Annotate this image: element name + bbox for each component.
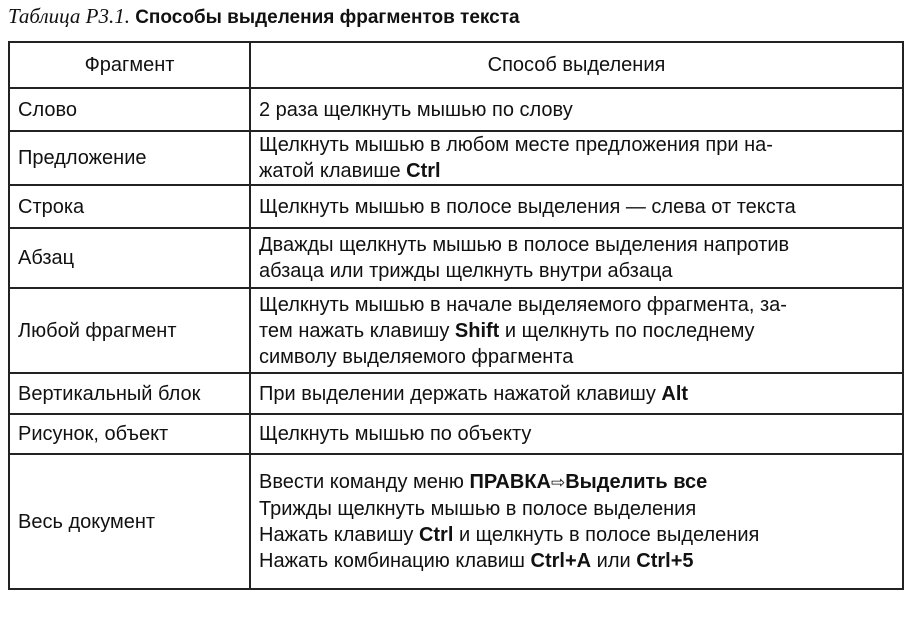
selection-methods-table bbox=[8, 41, 904, 590]
method-line bbox=[259, 548, 894, 574]
header-fragment: Фрагмент bbox=[9, 42, 250, 88]
fragment-cell: Вертикальный блок bbox=[9, 373, 250, 414]
key-or-command: Выделить все bbox=[565, 471, 708, 493]
table-row bbox=[9, 373, 903, 414]
method-line bbox=[259, 469, 894, 496]
method-line bbox=[259, 158, 894, 184]
method-cell bbox=[250, 185, 903, 228]
method-line bbox=[259, 381, 894, 407]
table-row bbox=[9, 88, 903, 131]
method-text: Щелкнуть мышью в любом месте предложения при на- bbox=[259, 134, 773, 156]
method-text: символу выделяемого фрагмента bbox=[259, 345, 574, 368]
method-cell bbox=[250, 228, 903, 288]
method-line bbox=[259, 522, 894, 548]
fragment-cell: Любой фрагмент bbox=[9, 288, 250, 373]
key-or-command: Ctrl+A bbox=[530, 550, 592, 572]
method-text: Ввести команду меню bbox=[259, 471, 470, 493]
method-text: Дважды щелкнуть мышью в полосе выделения напротив bbox=[259, 234, 790, 256]
method-text: Щелкнуть мышью по объекту bbox=[259, 423, 532, 445]
key-or-command: Alt bbox=[661, 382, 689, 405]
arrow-right-icon: ⇨ bbox=[550, 473, 566, 493]
fragment-cell: Весь документ bbox=[9, 454, 250, 589]
header-row bbox=[9, 42, 903, 88]
header-method: Способ выделения bbox=[250, 42, 903, 88]
table-row bbox=[9, 131, 903, 185]
method-text: и щелкнуть в полосе выделения bbox=[453, 524, 760, 546]
method-text: тем нажать клавишу bbox=[259, 319, 455, 342]
table-title: Способы выделения фрагментов текста bbox=[135, 7, 520, 28]
fragment-cell: Рисунок, объект bbox=[9, 414, 250, 454]
method-line bbox=[259, 496, 894, 522]
table-row bbox=[9, 454, 903, 589]
method-text: Нажать комбинацию клавиш bbox=[259, 550, 531, 572]
method-line bbox=[259, 318, 894, 344]
method-text: Щелкнуть мышью в начале выделяемого фрагмента, за- bbox=[259, 293, 787, 316]
table-row bbox=[9, 185, 903, 228]
fragment-cell: Строка bbox=[9, 185, 250, 228]
table-row bbox=[9, 414, 903, 454]
method-text: При выделении держать нажатой клавишу bbox=[259, 382, 662, 405]
method-text: жатой клавише bbox=[259, 160, 407, 182]
method-line bbox=[259, 194, 894, 220]
method-text: Трижды щелкнуть мышью в полосе выделения bbox=[259, 498, 697, 520]
method-line bbox=[259, 132, 894, 158]
fragment-cell: Абзац bbox=[9, 228, 250, 288]
key-or-command: Shift bbox=[454, 319, 500, 342]
method-line bbox=[259, 292, 894, 318]
method-line bbox=[259, 232, 894, 258]
table-row bbox=[9, 228, 903, 288]
fragment-cell: Слово bbox=[9, 88, 250, 131]
table-number: Таблица Р3.1. bbox=[8, 4, 130, 28]
method-line bbox=[259, 344, 894, 370]
table-row bbox=[9, 288, 903, 373]
key-or-command: ПРАВКА bbox=[469, 471, 551, 493]
key-or-command: Ctrl bbox=[418, 524, 454, 546]
method-text: абзаца или трижды щелкнуть внутри абзаца bbox=[259, 260, 673, 282]
method-line bbox=[259, 97, 894, 123]
method-cell bbox=[250, 454, 903, 589]
method-text: и щелкнуть по последнему bbox=[499, 319, 755, 342]
table-caption bbox=[8, 4, 520, 29]
method-line bbox=[259, 421, 894, 447]
method-line bbox=[259, 258, 894, 284]
method-cell bbox=[250, 88, 903, 131]
method-cell bbox=[250, 288, 903, 373]
method-cell bbox=[250, 414, 903, 454]
key-or-command: Ctrl bbox=[406, 160, 441, 182]
key-or-command: Ctrl+5 bbox=[636, 550, 694, 572]
method-text: Щелкнуть мышью в полосе выделения — слева от текста bbox=[259, 195, 796, 218]
method-text: Нажать клавишу bbox=[259, 524, 419, 546]
method-cell bbox=[250, 131, 903, 185]
method-cell bbox=[250, 373, 903, 414]
method-text: или bbox=[591, 550, 637, 572]
method-text: 2 раза щелкнуть мышью по слову bbox=[259, 98, 573, 121]
fragment-cell: Предложение bbox=[9, 131, 250, 185]
